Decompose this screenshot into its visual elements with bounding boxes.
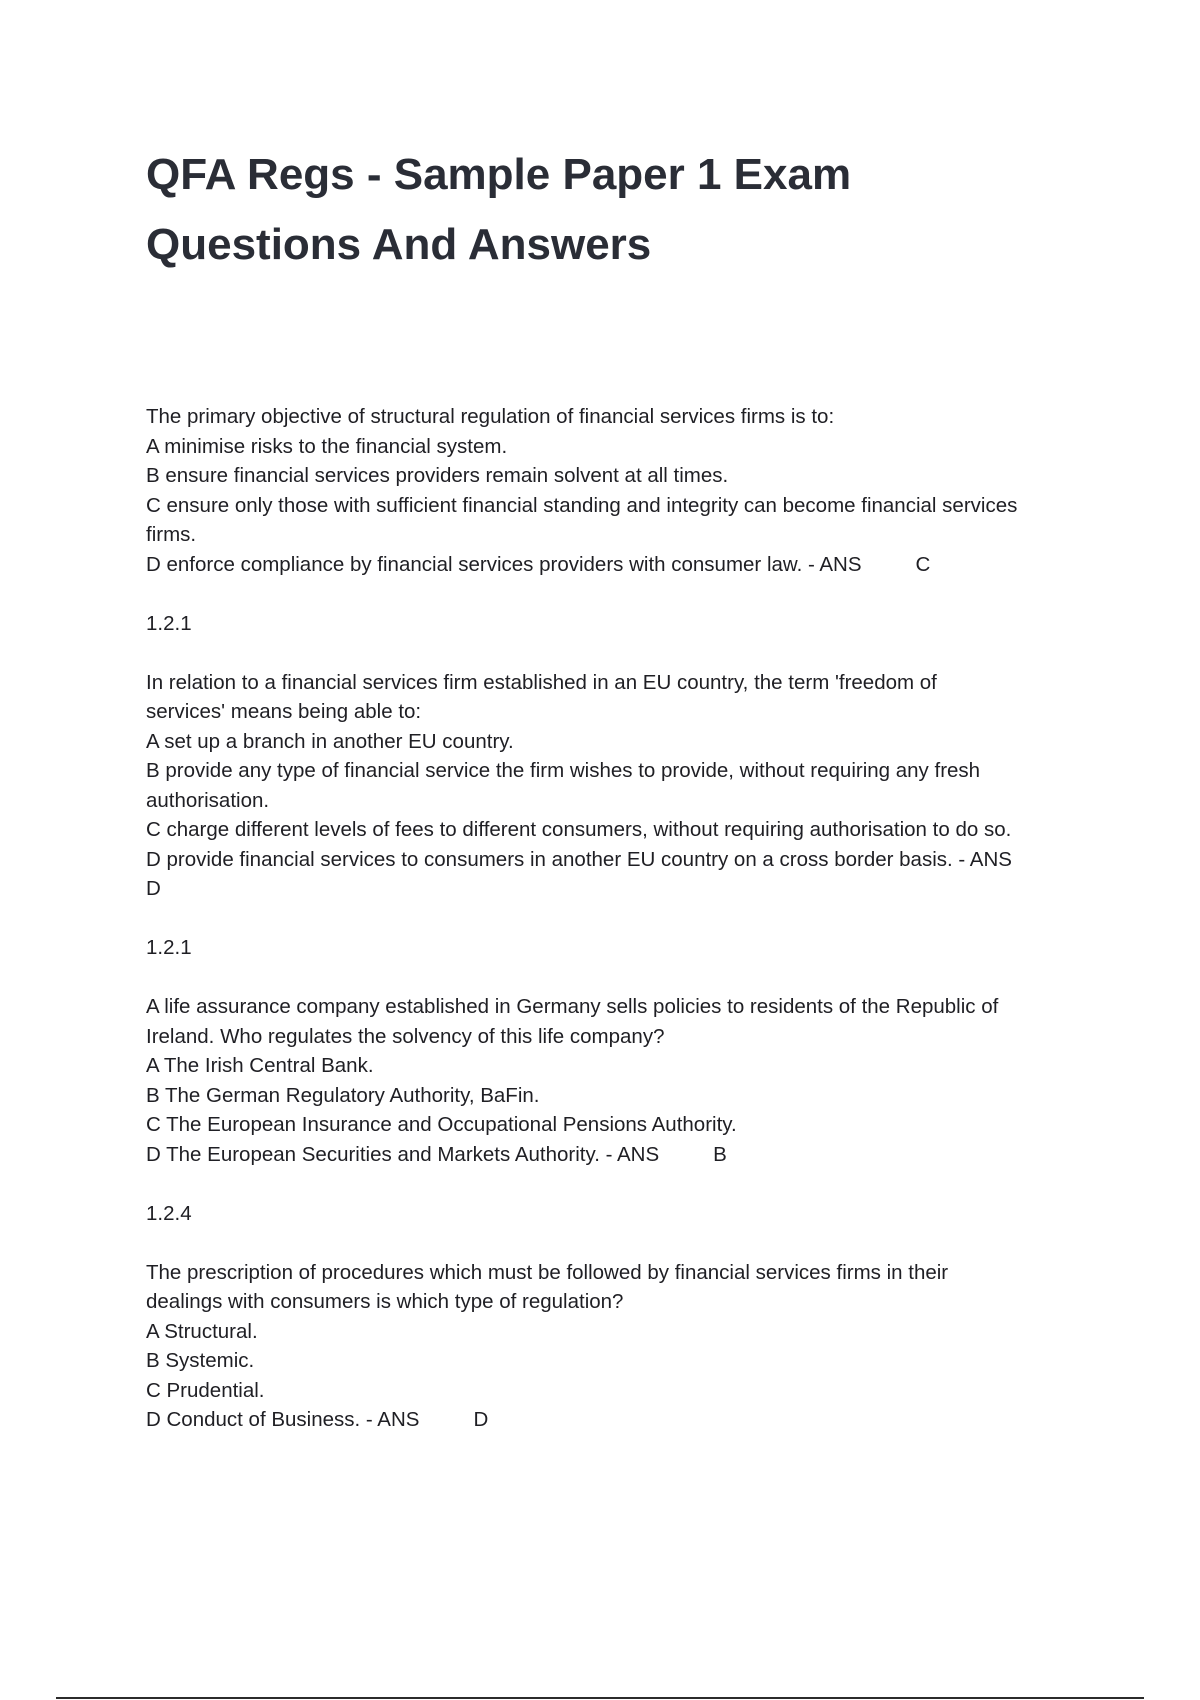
option-line: B provide any type of financial service the firm wishes to provide, without requiring any fresh — [146, 759, 981, 782]
answer-letter: D — [146, 877, 161, 900]
question-block — [146, 1258, 1116, 1435]
option-line: C ensure only those with sufficient financial standing and integrity can become financial services — [146, 493, 1018, 517]
page-bottom-divider — [56, 1697, 1144, 1699]
question-line: dealings with consumers is which type of regulation? — [146, 1290, 624, 1313]
question-block — [146, 402, 1116, 579]
question-line: A life assurance company established in Germany sells policies to residents of the Republic of — [146, 995, 999, 1018]
option-line-with-answer — [146, 1140, 1116, 1170]
option-line: B Systemic. — [146, 1349, 255, 1372]
section-reference: 1.2.1 — [146, 611, 192, 635]
answer-letter: B — [713, 1142, 727, 1166]
question-line: The prescription of procedures which must be followed by financial services firms in their — [146, 1260, 949, 1284]
option-text: D enforce compliance by financial services providers with consumer law. - ANS — [146, 552, 862, 576]
option-text: D The European Securities and Markets Authority. - ANS — [146, 1142, 660, 1166]
option-line: firms. — [146, 523, 197, 546]
option-text: D Conduct of Business. - ANS — [146, 1408, 420, 1431]
option-line: C charge different levels of fees to different consumers, without requiring authorisation to do so. — [146, 818, 1012, 841]
answer-letter: C — [915, 552, 931, 576]
option-line: D provide financial services to consumers in another EU country on a cross border basis. - ANS — [146, 847, 1012, 871]
page-title-line: Questions And Answers — [146, 220, 652, 269]
question-line: In relation to a financial services firm established in an EU country, the term 'freedom of — [146, 670, 937, 694]
option-line: A The Irish Central Bank. — [146, 1054, 374, 1077]
section-reference: 1.2.1 — [146, 936, 192, 959]
option-line: C The European Insurance and Occupational Pensions Authority. — [146, 1113, 737, 1136]
question-block — [146, 668, 1116, 904]
question-line: services' means being able to: — [146, 700, 422, 723]
option-line: B ensure financial services providers remain solvent at all times. — [146, 464, 729, 487]
option-line: A Structural. — [146, 1319, 258, 1343]
option-line: authorisation. — [146, 788, 270, 812]
page-title-line: QFA Regs - Sample Paper 1 Exam — [146, 150, 852, 199]
answer-letter: D — [473, 1408, 489, 1431]
option-line-with-answer — [146, 550, 1116, 580]
option-line: B The German Regulatory Authority, BaFin. — [146, 1083, 540, 1107]
option-line: C Prudential. — [146, 1378, 265, 1402]
option-line: A set up a branch in another EU country. — [146, 729, 514, 753]
section-reference: 1.2.4 — [146, 1201, 192, 1225]
option-line: A minimise risks to the financial system. — [146, 434, 508, 458]
question-block — [146, 992, 1116, 1169]
questions-list — [146, 402, 1116, 1435]
option-line-with-answer — [146, 1405, 1116, 1435]
question-line: The primary objective of structural regulation of financial services firms is to: — [146, 405, 835, 428]
question-line: Ireland. Who regulates the solvency of this life company? — [146, 1024, 665, 1048]
page-title — [146, 140, 1106, 280]
